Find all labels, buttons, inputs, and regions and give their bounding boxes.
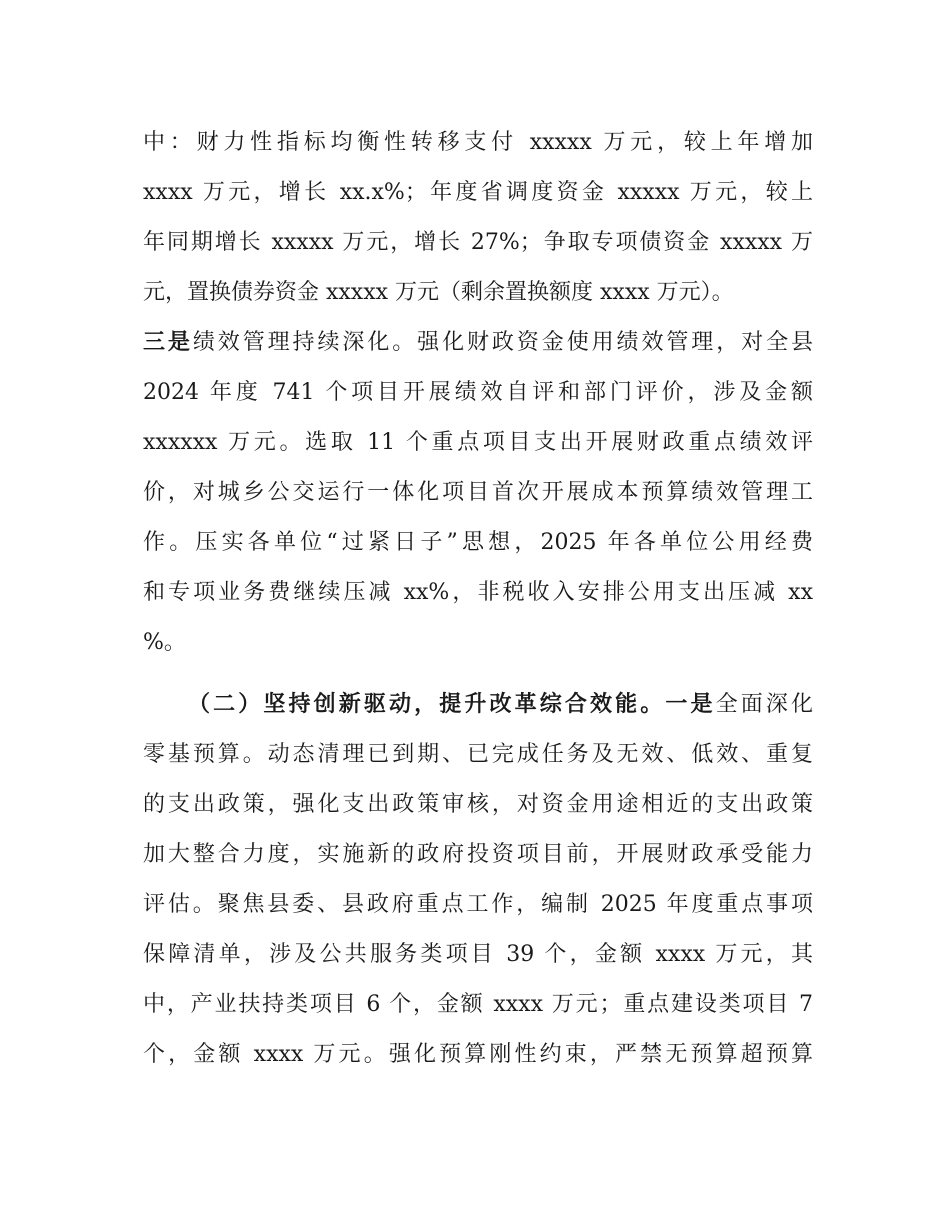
paragraph-line: 中：财力性指标均衡性转移支付 xxxxx 万元，较上年增加 (143, 130, 813, 155)
paragraph-line: %。 (143, 630, 186, 655)
point3-lead: 三是 (143, 330, 193, 355)
paragraph-line-point3 (143, 328, 813, 358)
section2-point1-text: 全面深化 (715, 692, 813, 717)
paragraph-line: 保障清单，涉及公共服务类项目 39 个，金额 xxxx 万元，其 (143, 942, 813, 967)
section2-heading-line (188, 690, 813, 720)
section2-heading: （二）坚持创新驱动，提升改革综合效能。 (188, 692, 666, 717)
paragraph-line: 价，对城乡公交运行一体化项目首次开展成本预算绩效管理工 (143, 480, 813, 505)
paragraph-line: 年同期增长 xxxxx 万元，增长 27%；争取专项债资金 xxxxx 万 (143, 230, 813, 255)
point3-text: 绩效管理持续深化。强化财政资金使用绩效管理，对全县 (192, 330, 813, 355)
paragraph-line: 加大整合力度，实施新的政府投资项目前，开展财政承受能力 (143, 842, 813, 867)
paragraph-line: 和专项业务费继续压减 xx%，非税收入安排公用支出压减 xx (143, 580, 813, 605)
paragraph-line: 2024 年度 741 个项目开展绩效自评和部门评价，涉及金额 (143, 380, 813, 405)
paragraph-line: 零基预算。动态清理已到期、已完成任务及无效、低效、重复 (143, 742, 813, 767)
paragraph-line: xxxx 万元，增长 xx.x%；年度省调度资金 xxxxx 万元，较上 (143, 180, 813, 205)
paragraph-line: 作。压实各单位“过紧日子”思想，2025 年各单位公用经费 (143, 530, 813, 555)
paragraph-line: 评估。聚焦县委、县政府重点工作，编制 2025 年度重点事项 (143, 892, 813, 917)
paragraph-line: 元，置换债券资金 xxxxx 万元（剩余置换额度 xxxx 万元）。 (143, 280, 734, 305)
paragraph-line: xxxxxx 万元。选取 11 个重点项目支出开展财政重点绩效评 (143, 430, 813, 455)
paragraph-line: 中，产业扶持类项目 6 个，金额 xxxx 万元；重点建设类项目 7 (143, 992, 813, 1017)
section2-point1-lead: 一是 (665, 692, 716, 717)
paragraph-line: 的支出政策，强化支出政策审核，对资金用途相近的支出政策 (143, 792, 813, 817)
paragraph-line: 个，金额 xxxx 万元。强化预算刚性约束，严禁无预算超预算 (143, 1042, 813, 1067)
